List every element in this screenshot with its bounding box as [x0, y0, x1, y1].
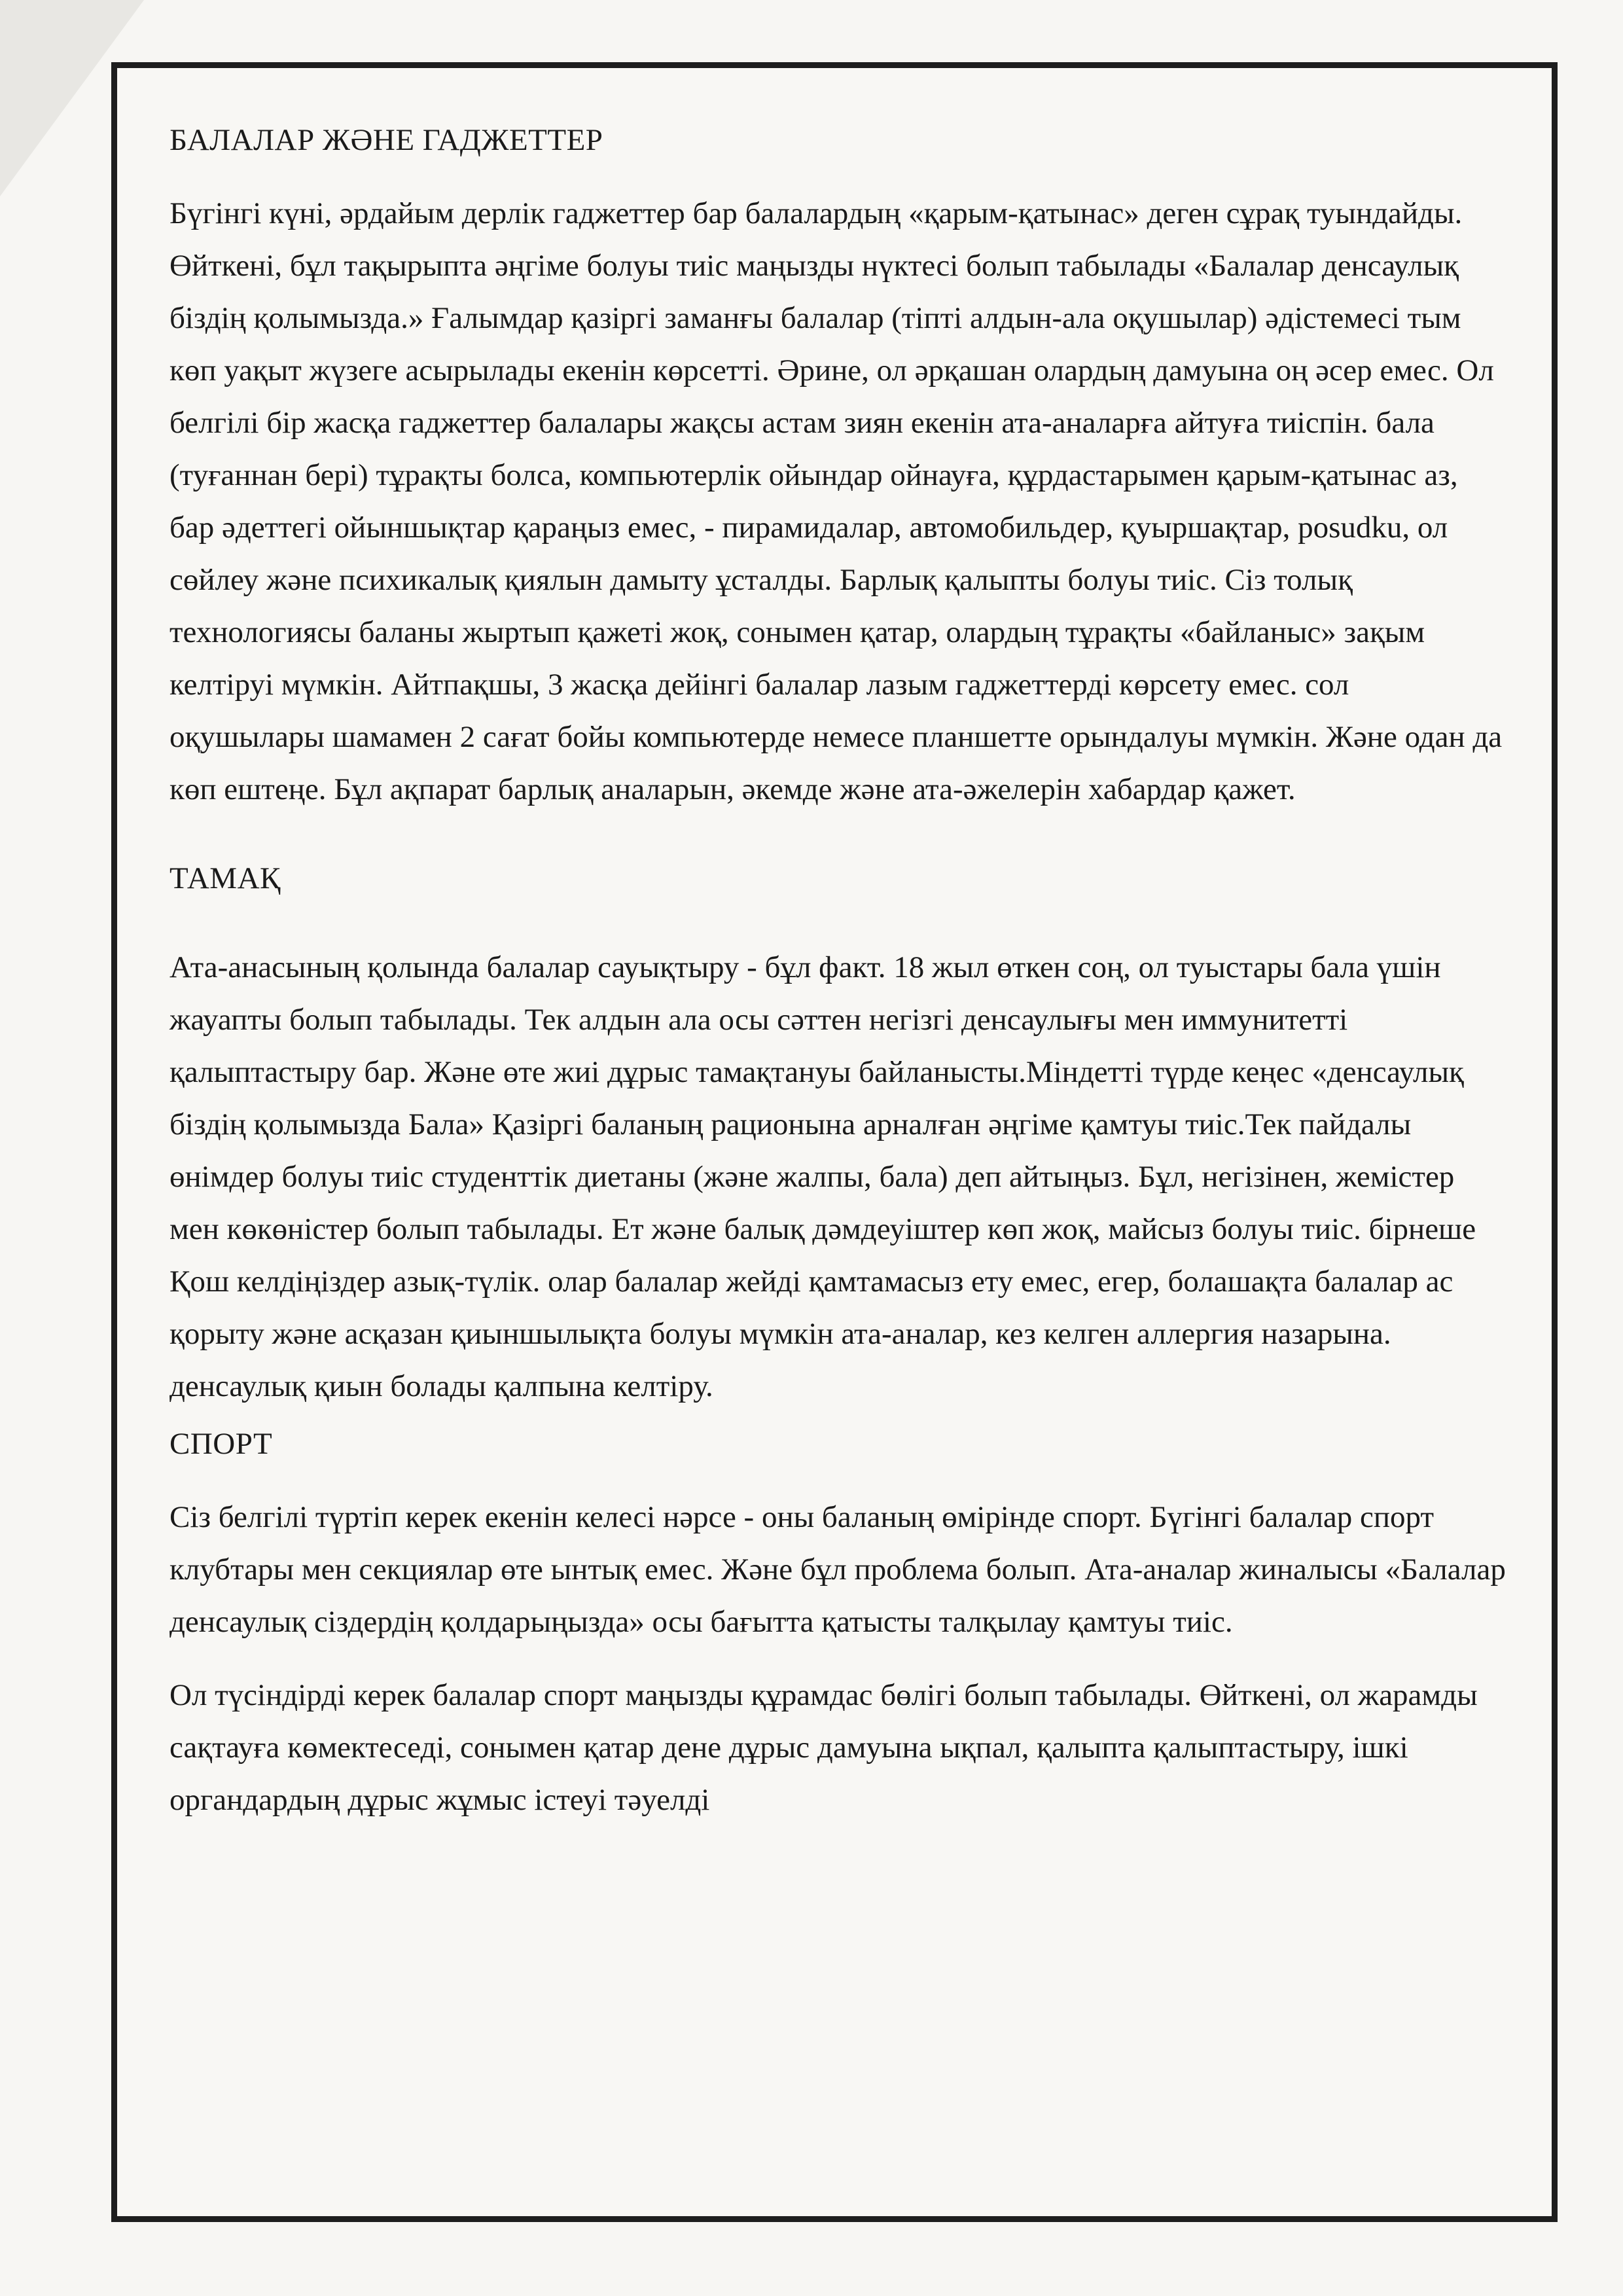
section-paragraph-food: Ата-анасының қолында балалар сауықтыру - бұл факт. 18 жыл өткен соң, ол туыстары бала үшін жауапты болып табылады. Тек алдын ала осы сәттен негізгі денсаулығы мен иммунитетті қалыптастыру бар. Және өте жиі дұрыс тамақтануы байланысты.Міндетті түрде кеңес «денсаулық біздің қолымызда Бала» Қазіргі баланың рационына арналған әңгіме қамтуы тиіс.Тек пайдалы өнімдер болуы тиіс студенттік диетаны (және жалпы, бала) деп айтыңыз. Бұл, негізінен, жемістер мен көкөністер болып табылады. Ет және балық дәмдеуіштер көп жоқ, майсыз болуы тиіс. бірнеше Қош келдіңіздер азық-түлік. олар балалар жейді қамтамасыз ету емес, егер, болашақта балалар ас қорыту және асқазан қиыншылықта болуы мүмкін ата-аналар, кез келген аллергия назарына. денсаулық қиын болады қалпына келтіру. [169, 950, 1476, 1403]
document-body [169, 114, 1506, 1826]
section-paragraph-sport-2: Ол түсіндірді керек балалар спорт маңызды құрамдас бөлігі болып табылады. Өйткені, ол жарамды сақтауға көмектеседі, сонымен қатар дене дұрыс дамуына ықпал, қалыпта қалыптастыру, ішкі органдардың дұрыс жұмыс істеуі тәуелді [169, 1678, 1478, 1817]
section-heading-gadgets: БАЛАЛАР ЖӘНЕ ГАДЖЕТТЕР [169, 123, 603, 157]
section-heading-sport: СПОРТ [169, 1427, 273, 1461]
document-frame [111, 62, 1558, 2222]
section-paragraph-sport-1: Сіз белгілі түртіп керек екенін келесі нәрсе - оны баланың өмірінде спорт. Бүгінгі балалар спорт клубтары мен секциялар өте ынтық емес. Және бұл проблема болып. Ата-аналар жиналысы «Балалар денсаулық сіздердің қолдарыңызда» осы бағытта қатысты талқылау қамтуы тиіс. [169, 1500, 1506, 1639]
section-heading-food: ТАМАҚ [169, 861, 281, 895]
section-paragraph-gadgets: Бүгінгі күні, әрдайым дерлік гаджеттер бар балалардың «қарым-қатынас» деген сұрақ туындайды. Өйткені, бұл тақырыпта әңгіме болуы тиіс маңызды нүктесі болып табылады «Балалар денсаулық біздің қолымызда.» Ғалымдар қазіргі заманғы балалар (тіпті алдын-ала оқушылар) әдістемесі тым көп уақыт жүзеге асырылады екенін көрсетті. Әрине, ол әрқашан олардың дамуына оң әсер емес. Ол белгілі бір жасқа гаджеттер балалары жақсы астам зиян екенін ата-аналарға айтуға тиіспін. бала (туғаннан бері) тұрақты болса, компьютерлік ойындар ойнауға, құрдастарымен қарым-қатынас аз, бар әдеттегі ойыншықтар қараңыз емес, - пирамидалар, автомобильдер, қуыршақтар, posudku, ол сөйлеу және психикалық қиялын дамыту ұсталды. Барлық қалыпты болуы тиіс. Сіз толық технологиясы баланы жыртып қажеті жоқ, сонымен қатар, олардың тұрақты «байланыс» зақым келтіруі мүмкін. Айтпақшы, 3 жасқа дейінгі балалар лазым гаджеттерді көрсету емес. сол оқушылары шамамен 2 сағат бойы компьютерде немесе планшетте орындалуы мүмкін. Және одан да көп ештеңе. Бұл ақпарат барлық аналарын, әкемде және ата-әжелерін хабардар қажет. [169, 196, 1503, 806]
